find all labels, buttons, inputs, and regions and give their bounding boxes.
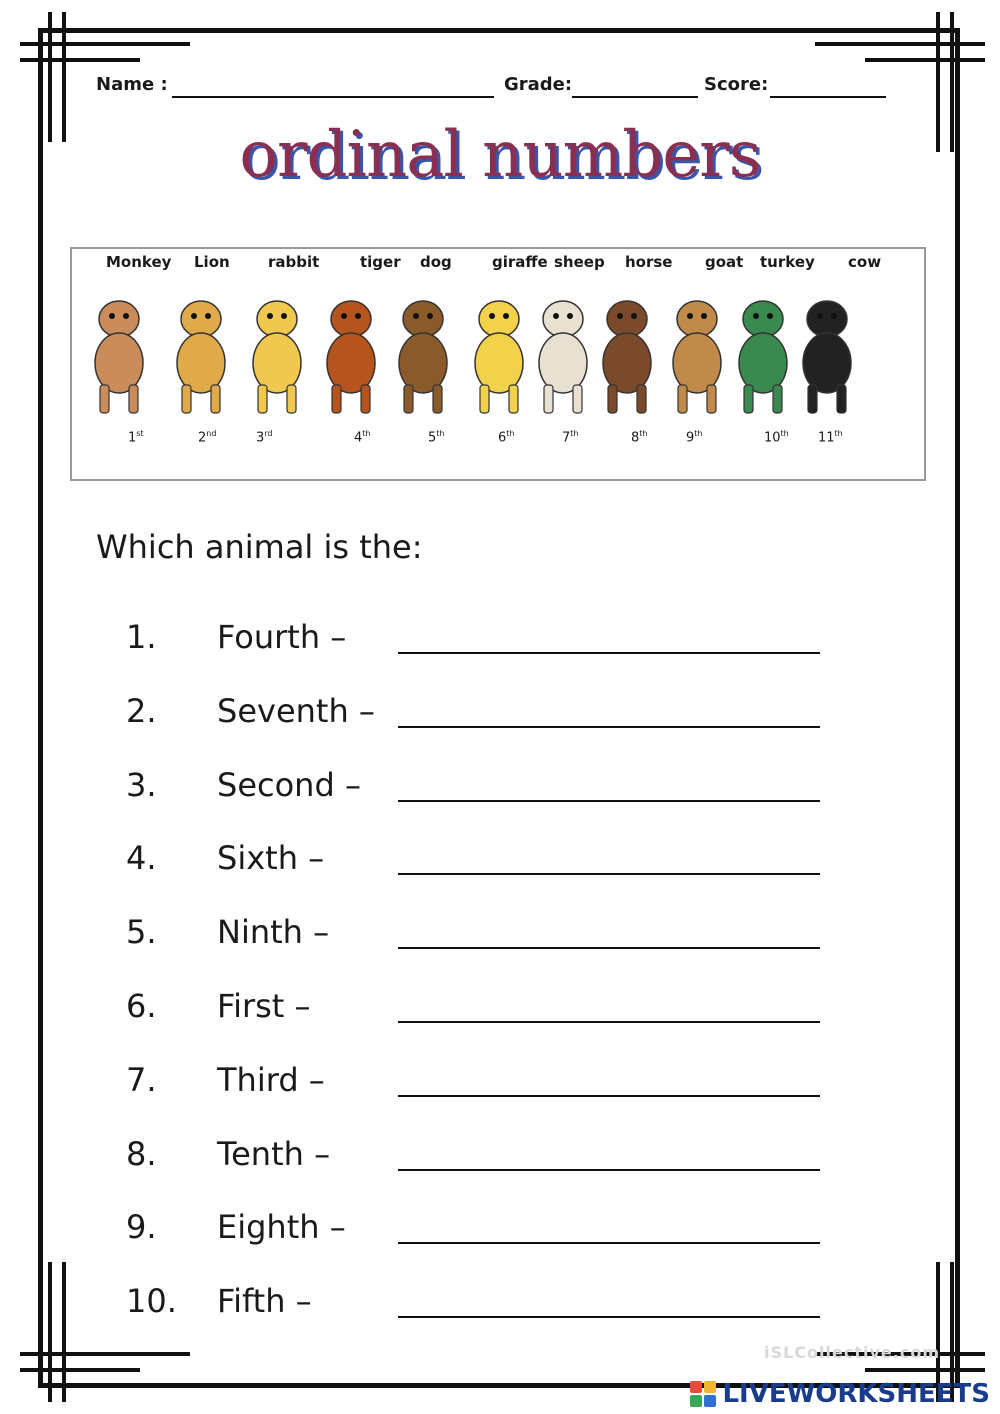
- item-number: 1.: [126, 618, 157, 656]
- question-item: [0, 913, 1000, 963]
- ordinal-suffix: th: [780, 429, 789, 438]
- ordinal-number: 10: [764, 430, 781, 446]
- answer-field[interactable]: [398, 873, 820, 875]
- tiger-icon: [316, 281, 386, 425]
- question-prompt: Which animal is the:: [96, 528, 423, 566]
- question-item: [0, 618, 1000, 668]
- rabbit-icon: [242, 281, 312, 425]
- item-number: 3.: [126, 765, 157, 804]
- ordinal-suffix: th: [506, 429, 515, 438]
- turkey-icon: [728, 281, 798, 425]
- sheep-icon: [528, 281, 598, 425]
- name-field[interactable]: [172, 96, 494, 98]
- watermark: iSLCollective.com: [764, 1343, 940, 1362]
- ordinal-label: [128, 429, 144, 445]
- item-number: 9.: [126, 1208, 157, 1247]
- animal-lineup: [70, 247, 926, 481]
- ordinal-suffix: th: [570, 429, 579, 438]
- corner-accent: [865, 58, 985, 62]
- ordinal-number: 9: [686, 430, 695, 446]
- answer-field[interactable]: [398, 947, 820, 949]
- answer-field[interactable]: [398, 1021, 820, 1023]
- page-title: ordinal numbers: [239, 118, 761, 192]
- ordinal-suffix: nd: [206, 429, 217, 438]
- item-number: 7.: [126, 1060, 157, 1099]
- answer-field[interactable]: [398, 1316, 820, 1318]
- animal-label: Monkey: [106, 253, 172, 271]
- question-item: [0, 1135, 1000, 1185]
- animal-label: giraffe: [492, 253, 548, 271]
- ordinal-number: 8: [631, 430, 640, 446]
- frame-top: [38, 28, 960, 33]
- answer-field[interactable]: [398, 652, 820, 654]
- ordinal-number: 1: [128, 430, 137, 446]
- ordinal-suffix: th: [694, 429, 703, 438]
- ordinal-number: 5: [428, 430, 437, 446]
- corner-accent: [20, 58, 140, 62]
- ordinal-suffix: th: [834, 429, 843, 438]
- animal-label: goat: [705, 253, 744, 271]
- score-label: Score:: [704, 74, 769, 95]
- item-number: 5.: [126, 913, 157, 952]
- corner-accent: [815, 42, 985, 46]
- animal-label: tiger: [360, 253, 401, 271]
- ordinal-label: [354, 429, 371, 445]
- animal-label: cow: [848, 253, 882, 271]
- ordinal-label: [631, 429, 648, 445]
- ordinal-label: [428, 429, 445, 445]
- animal-label: dog: [420, 253, 452, 271]
- answer-field[interactable]: [398, 1095, 820, 1097]
- ordinal-word: Sixth –: [217, 839, 325, 878]
- ordinal-word: Tenth –: [217, 1134, 331, 1173]
- liveworksheets-icon: [690, 1381, 716, 1407]
- giraffe-icon: [464, 281, 534, 425]
- answer-field[interactable]: [398, 726, 820, 728]
- ordinal-suffix: st: [136, 429, 144, 438]
- corner-accent: [865, 1368, 985, 1372]
- ordinal-label: [818, 429, 843, 445]
- ordinal-label: [562, 429, 579, 445]
- question-item: [0, 1061, 1000, 1111]
- grade-label: Grade:: [504, 74, 573, 95]
- ordinal-word: Seventh –: [217, 691, 375, 730]
- ordinal-word: Ninth –: [217, 913, 330, 952]
- monkey-icon: [84, 281, 154, 425]
- item-number: 10.: [126, 1282, 177, 1321]
- question-item: [0, 1282, 1000, 1332]
- item-number: 4.: [126, 839, 157, 878]
- animal-label: rabbit: [268, 253, 320, 271]
- item-number: 6.: [126, 987, 157, 1025]
- question-item: [0, 692, 1000, 742]
- ordinal-word: Fifth –: [217, 1282, 312, 1321]
- answer-field[interactable]: [398, 1169, 820, 1171]
- corner-accent: [20, 1352, 190, 1356]
- ordinal-suffix: rd: [264, 429, 273, 438]
- ordinal-word: Second –: [217, 765, 361, 804]
- ordinal-word: Eighth –: [217, 1208, 346, 1247]
- ordinal-word: First –: [217, 987, 311, 1025]
- question-item: [0, 766, 1000, 816]
- brand-name: LIVEWORKSHEETS: [722, 1379, 990, 1409]
- question-item: [0, 839, 1000, 889]
- score-field[interactable]: [770, 96, 886, 98]
- ordinal-number: 4: [354, 430, 363, 446]
- ordinal-number: 6: [498, 430, 507, 446]
- animal-label: Lion: [194, 253, 230, 271]
- animal-label: turkey: [760, 253, 815, 271]
- question-item: [0, 987, 1000, 1037]
- worksheet-header: [96, 74, 896, 104]
- grade-field[interactable]: [572, 96, 698, 98]
- item-number: 8.: [126, 1134, 157, 1173]
- corner-accent: [20, 1368, 140, 1372]
- ordinal-label: [498, 429, 515, 445]
- ordinal-word: Third –: [217, 1060, 325, 1099]
- ordinal-label: [764, 429, 789, 445]
- answer-field[interactable]: [398, 1242, 820, 1244]
- horse-icon: [592, 281, 662, 425]
- animal-label: horse: [625, 253, 673, 271]
- ordinal-word: Fourth –: [217, 618, 347, 656]
- ordinal-suffix: th: [436, 429, 445, 438]
- ordinal-number: 7: [562, 430, 571, 446]
- liveworksheets-logo[interactable]: [690, 1378, 990, 1410]
- ordinal-label: [198, 429, 216, 445]
- ordinal-suffix: th: [639, 429, 648, 438]
- name-label: Name :: [96, 74, 168, 95]
- ordinal-number: 11: [818, 430, 835, 446]
- ordinal-number: 2: [198, 430, 207, 446]
- lion-icon: [166, 281, 236, 425]
- animal-label: sheep: [554, 253, 605, 271]
- goat-icon: [662, 281, 732, 425]
- corner-accent: [20, 42, 190, 46]
- ordinal-number: 3: [256, 430, 265, 446]
- ordinal-label: [686, 429, 703, 445]
- question-item: [0, 1208, 1000, 1258]
- item-number: 2.: [126, 691, 157, 730]
- answer-field[interactable]: [398, 800, 820, 802]
- ordinal-label: [256, 429, 273, 445]
- cow-icon: [792, 281, 862, 425]
- ordinal-suffix: th: [362, 429, 371, 438]
- dog-icon: [388, 281, 458, 425]
